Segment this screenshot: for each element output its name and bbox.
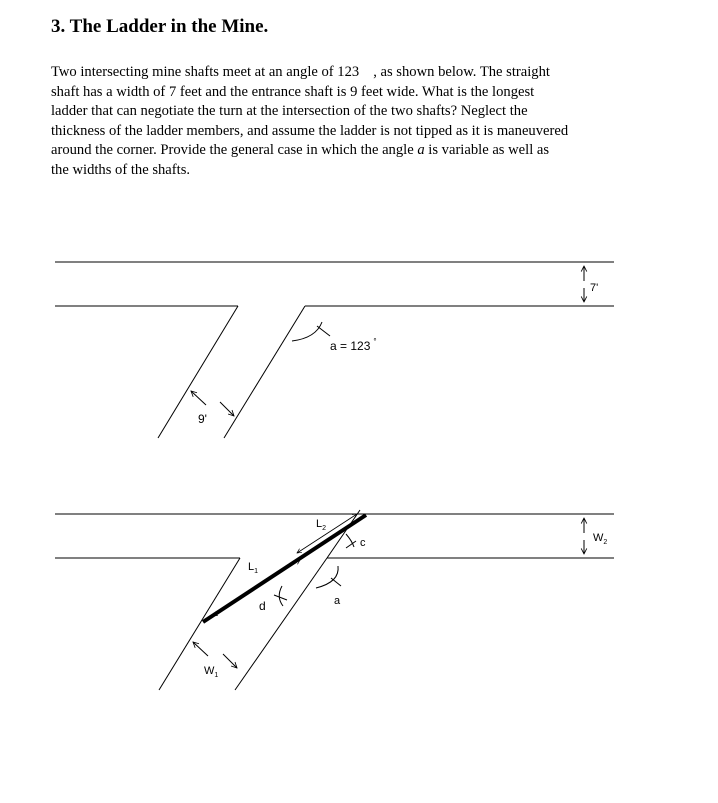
top-width-9-label: 9' bbox=[198, 412, 207, 426]
top-width-9-arrow-left bbox=[191, 391, 206, 405]
bottom-entrance-wall-right bbox=[235, 558, 327, 690]
label-l2: $L_2$ bbox=[316, 518, 327, 532]
label-w2: $W_2$ bbox=[593, 532, 608, 546]
statement-line-4: thickness of the ladder members, and assume the ladder is not tipped as it is maneuvered bbox=[51, 122, 569, 139]
angle-d-tick bbox=[274, 595, 287, 600]
statement-line-6: the widths of the shafts. bbox=[51, 161, 191, 178]
label-d: d bbox=[259, 599, 266, 613]
angle-a-tick bbox=[331, 578, 341, 586]
bottom-width-w1-arrow-left bbox=[193, 642, 208, 656]
bottom-entrance-wall-left bbox=[159, 558, 240, 690]
statement-line-1: Two intersecting mine shafts meet at an angle of 123 , as shown below. The straight bbox=[51, 64, 550, 80]
label-a: a bbox=[334, 595, 341, 607]
top-width-7-label: 7' bbox=[590, 282, 599, 294]
top-width-9-arrow-right bbox=[220, 402, 234, 416]
angle-c-tick bbox=[346, 541, 356, 548]
bottom-corner-extension bbox=[327, 510, 360, 558]
top-angle-arc bbox=[292, 322, 322, 341]
statement-line-3: ladder that can negotiate the turn at the intersection of the two shafts? Neglect the bbox=[51, 103, 528, 119]
statement-line-5: around the corner. Provide the general case in which the angle a is variable as well as bbox=[51, 142, 550, 158]
top-angle-label: a = 123 ° bbox=[330, 337, 377, 353]
label-l1: $L_1$ bbox=[248, 561, 259, 575]
problem-title: 3. The Ladder in the Mine. bbox=[51, 16, 269, 37]
bottom-width-w1-arrow-right bbox=[223, 654, 237, 668]
statement-line-2: shaft has a width of 7 feet and the entrance shaft is 9 feet wide. What is the longest bbox=[51, 83, 535, 100]
ladder bbox=[203, 515, 366, 622]
top-angle-tick bbox=[317, 326, 330, 336]
top-entrance-wall-right bbox=[224, 306, 305, 438]
angle-variable: a bbox=[417, 142, 425, 158]
angle-d-arc bbox=[279, 586, 283, 606]
label-w1: $W_1$ bbox=[204, 665, 219, 679]
label-c: c bbox=[360, 537, 366, 549]
